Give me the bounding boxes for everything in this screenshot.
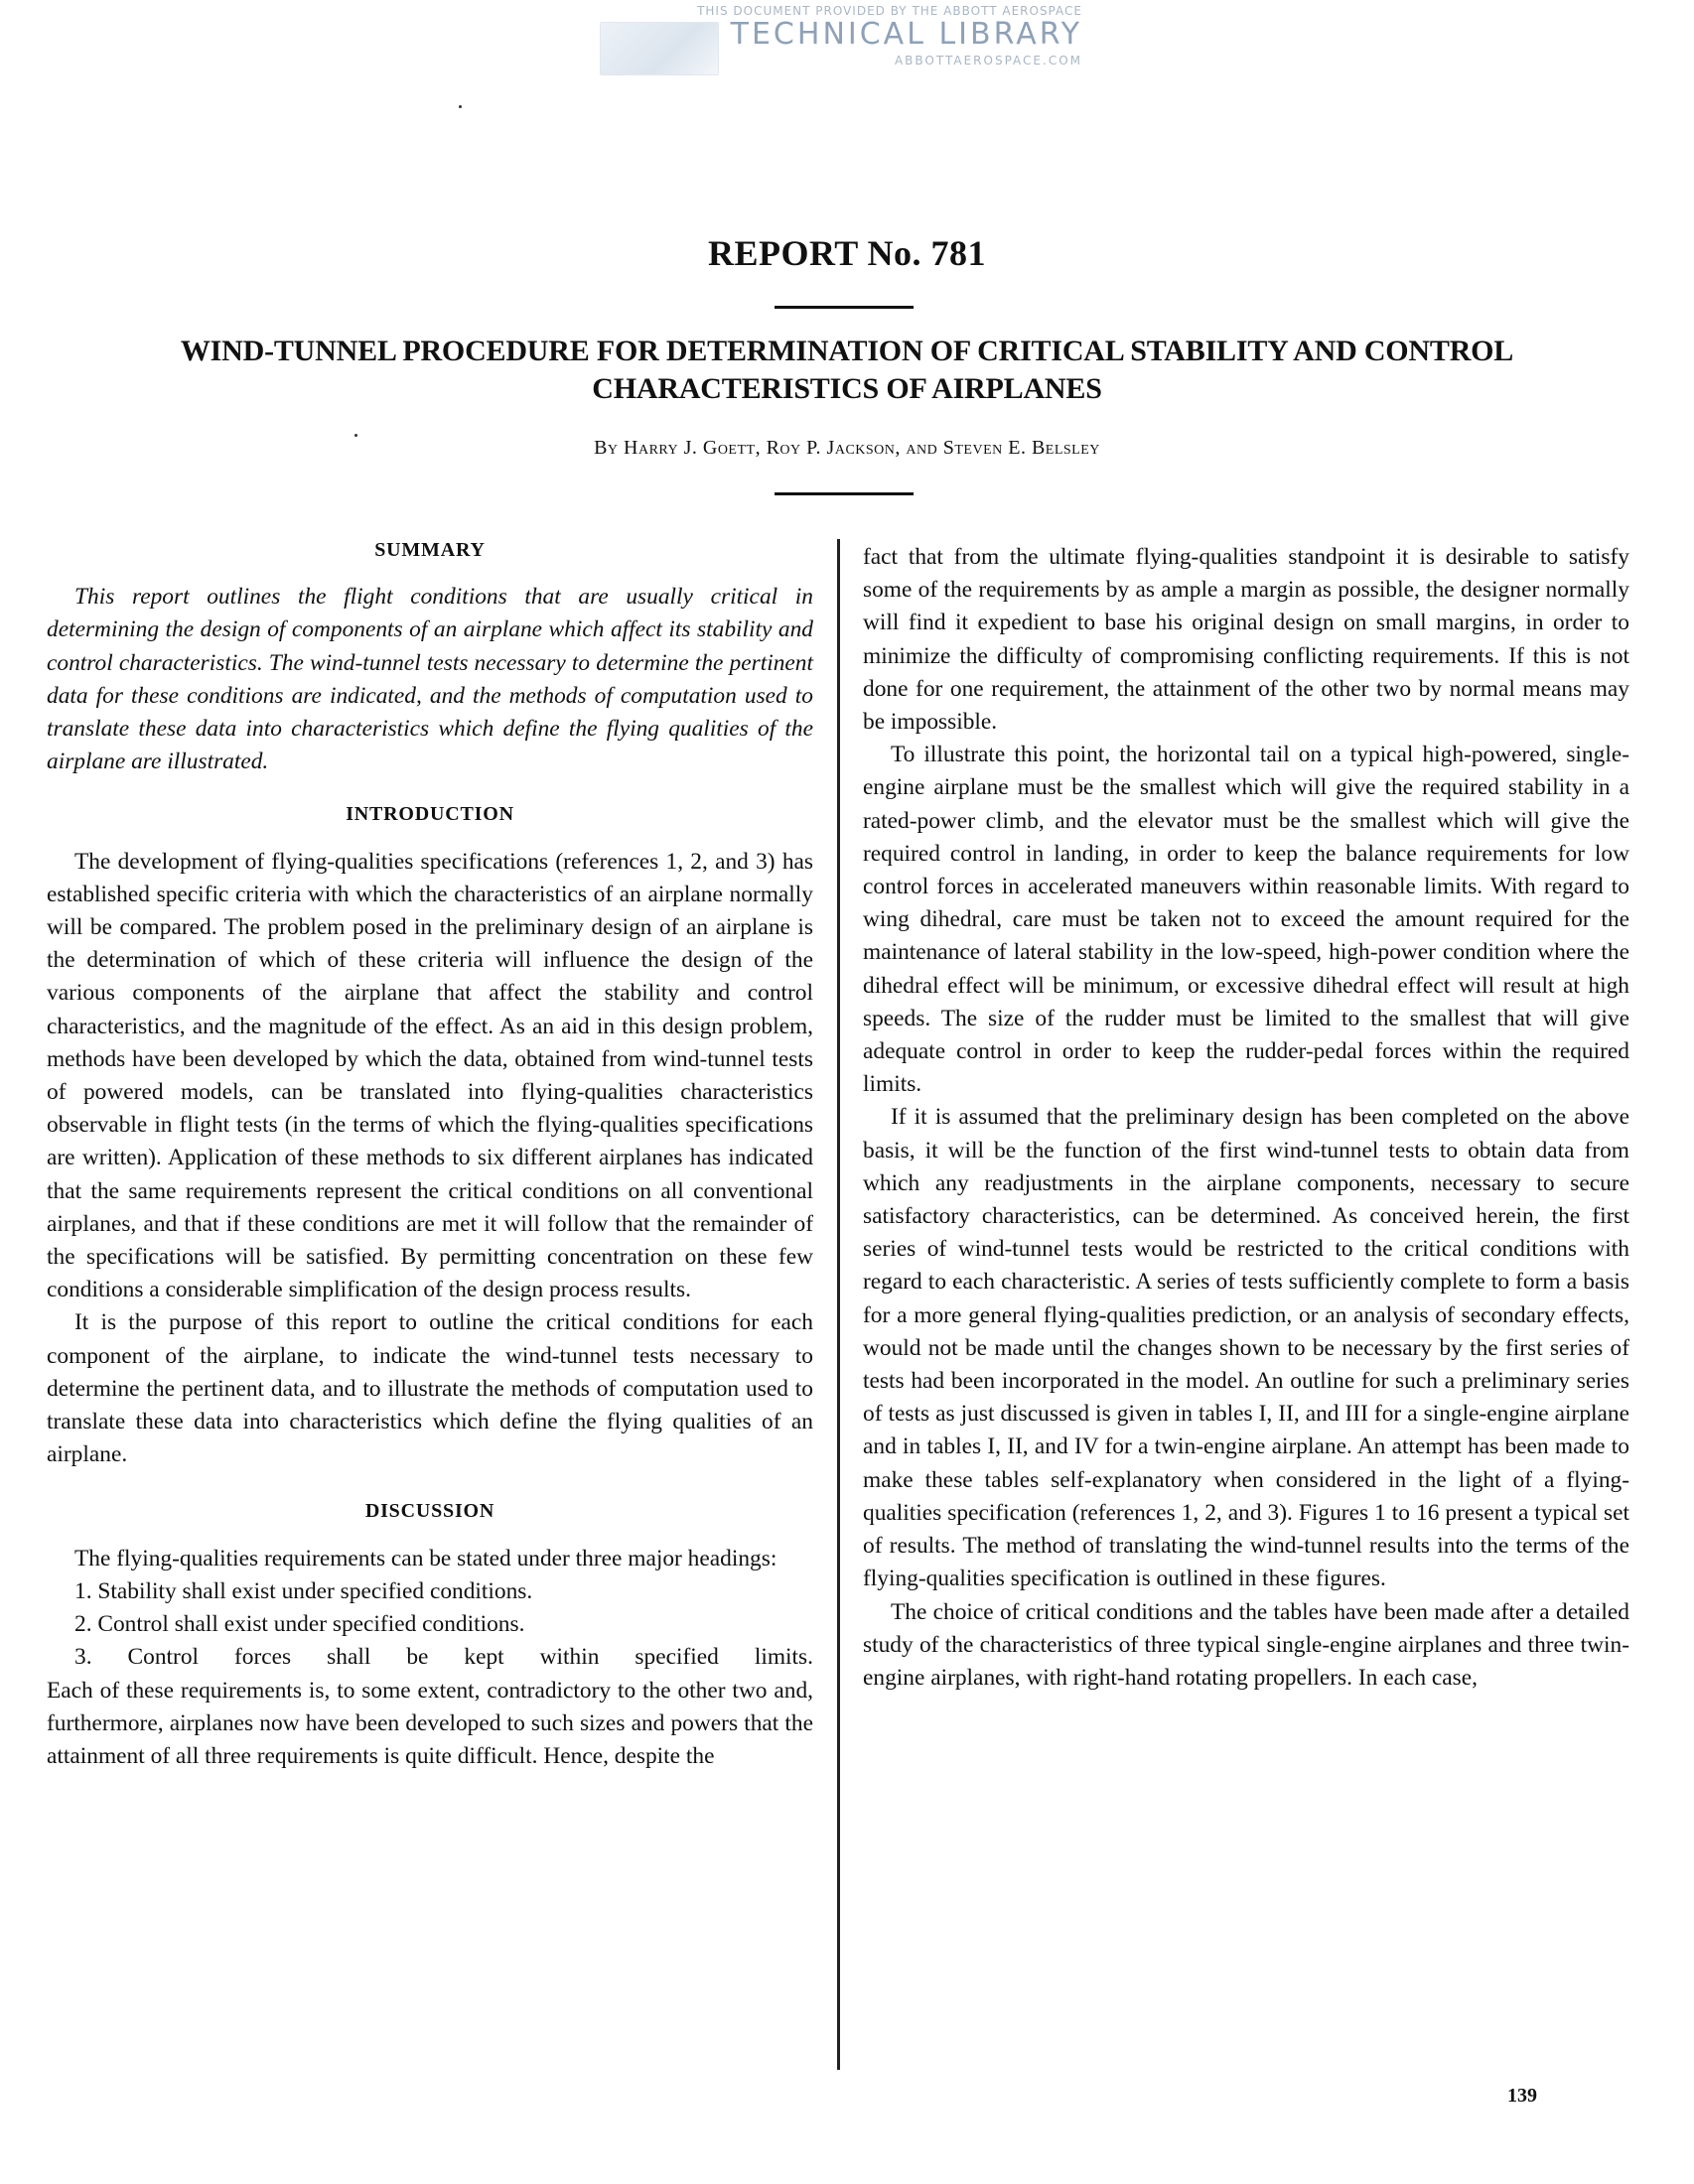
report-title-line2: CHARACTERISTICS OF AIRPLANES — [592, 372, 1102, 405]
authors-byline: By Harry J. Goett, Roy P. Jackson, and Steven E. Belsley — [594, 437, 1100, 459]
summary-paragraph: This report outlines the flight conditions that are usually critical in determining the design of components of an airplane which affect its stability and control characteristics. The wind-tunnel tests necessary to determine the pertinent data for these conditions are indicated, and the methods of computation used to translate these data into characteristics which define the flying qualities of the airplane are illustrated. — [47, 584, 813, 775]
left-column — [47, 526, 813, 1773]
page-number: 139 — [1507, 2085, 1537, 2107]
introduction-heading: INTRODUCTION — [346, 803, 514, 826]
watermark-url: ABBOTTAEROSPACE.COM — [894, 54, 1082, 68]
title-rule-top — [775, 306, 914, 309]
requirement-item: 1. Stability shall exist under specified conditions. — [74, 1577, 533, 1604]
report-number: REPORT No. 781 — [707, 233, 987, 273]
watermark-provided-by: THIS DOCUMENT PROVIDED BY THE ABBOTT AEROSPACE — [697, 4, 1082, 18]
summary-heading: SUMMARY — [374, 539, 486, 561]
introduction-paragraph-2: It is the purpose of this report to outline the critical conditions for each component of the airplane, to indicate the wind-tunnel tests necessary to determine the pertinent data, and to illustrate the methods of computation used to translate these data into characteristics which define the flying qualities of an airplane. — [47, 1309, 813, 1468]
requirement-item: 3. Control forces shall be kept within specified limits. — [74, 1644, 813, 1671]
discussion-heading: DISCUSSION — [364, 1500, 495, 1523]
report-title — [40, 333, 1654, 408]
scan-speck — [459, 105, 462, 108]
discussion-paragraph-critical-conditions: The choice of critical conditions and the tables have been made after a detailed study of the characteristics of three typical single-engine airplanes and three twin-engine airplanes, with right-hand rotating propellers. In each case, — [863, 1598, 1629, 1691]
discussion-continuation-left: Each of these requirements is, to some extent, contradictory to the other two and, furthermore, airplanes now have been developed to such sizes and powers that the attainment of all three requirements is quite difficult. Hence, despite the — [47, 1677, 813, 1769]
requirements-list — [47, 1575, 813, 1675]
discussion-paragraph-wind-tunnel-tests: If it is assumed that the preliminary design has been completed on the above basis, it will be the function of the first wind-tunnel tests to obtain data from which any readjustments in the airplane components, necessary to secure satisfactory characteristics, can be determined. As conceived herein, the first series of wind-tunnel tests would be restricted to the critical conditions with regard to each characteristic. A series of tests sufficiently complete to form a basis for a more general flying-qualities prediction, or an analysis of secondary effects, would not be made until the changes shown to be necessary by the first series of tests had been incorporated in the model. An outline for such a preliminary series of tests as just discussed is given in tables I, II, and III for a single-engine airplane and in tables I, II, and IV for a twin-engine airplane. An attempt has been made to make these tables self-explanatory when considered in the light of a flying-qualities specification (references 1, 2, and 3). Figures 1 to 16 present a typical set of results. The method of translating the wind-tunnel results into the terms of the flying-qualities specification is outlined in these figures. — [863, 1104, 1629, 1592]
column-divider — [837, 539, 840, 2070]
introduction-paragraph-1: The development of flying-qualities specifications (references 1, 2, and 3) has established specific criteria with which the characteristics of an airplane normally will be compared. The problem posed in the preliminary design of an airplane is the determination of which of these criteria will influence the design of the various components of the airplane that affect the stability and control characteristics, and the magnitude of the effect. As an aid in this design problem, methods have been developed by which the data, obtained from wind-tunnel tests of powered models, can be translated into flying-qualities characteristics observable in flight tests (in the terms of which the flying-qualities specifications are written). Application of these methods to six different airplanes has indicated that the same requirements represent the critical conditions on all conventional airplanes, and that if these conditions are met it will follow that the remainder of the specifications will be satisfied. By permitting concentration on these few conditions a considerable simplification of the design process results. — [47, 848, 813, 1303]
discussion-continuation-right: fact that from the ultimate flying-qualities standpoint it is desirable to satisfy some of the requirements by as ample a margin as possible, the designer normally will find it expedient to base his original design on small margins, in order to minimize the difficulty of compromising conflicting requirements. If this is not done for one requirement, the attainment of the other two by normal means may be impossible. — [863, 544, 1629, 736]
discussion-paragraph-tail-design: To illustrate this point, the horizontal tail on a typical high-powered, single-engine airplane must be the smallest which will give the required stability in a rated-power climb, and the elevator must be the smallest which will give the required control in landing, in order to keep the balance requirements for low control forces in accelerated maneuvers within reasonable limits. With regard to wing dihedral, care must be taken not to exceed the amount required for the maintenance of lateral stability in the low-speed, high-power condition where the dihedral effect will be minimum, or excessive dihedral effect will result at high speeds. The size of the rudder must be limited to the smallest that will give adequate control in order to keep the rudder-pedal forces within the required limits. — [863, 742, 1629, 1098]
abbott-aerospace-watermark — [596, 4, 1092, 75]
watermark-technical-library: TECHNICAL LIBRARY — [730, 17, 1082, 52]
discussion-intro: The flying-qualities requirements can be stated under three major headings: — [74, 1545, 777, 1571]
right-column — [863, 541, 1629, 1695]
title-rule-bottom — [775, 492, 914, 495]
report-title-line1: WIND-TUNNEL PROCEDURE FOR DETERMINATION OF CRITICAL STABILITY AND CONTROL — [180, 335, 1514, 367]
requirement-item: 2. Control shall exist under specified conditions. — [74, 1611, 525, 1638]
